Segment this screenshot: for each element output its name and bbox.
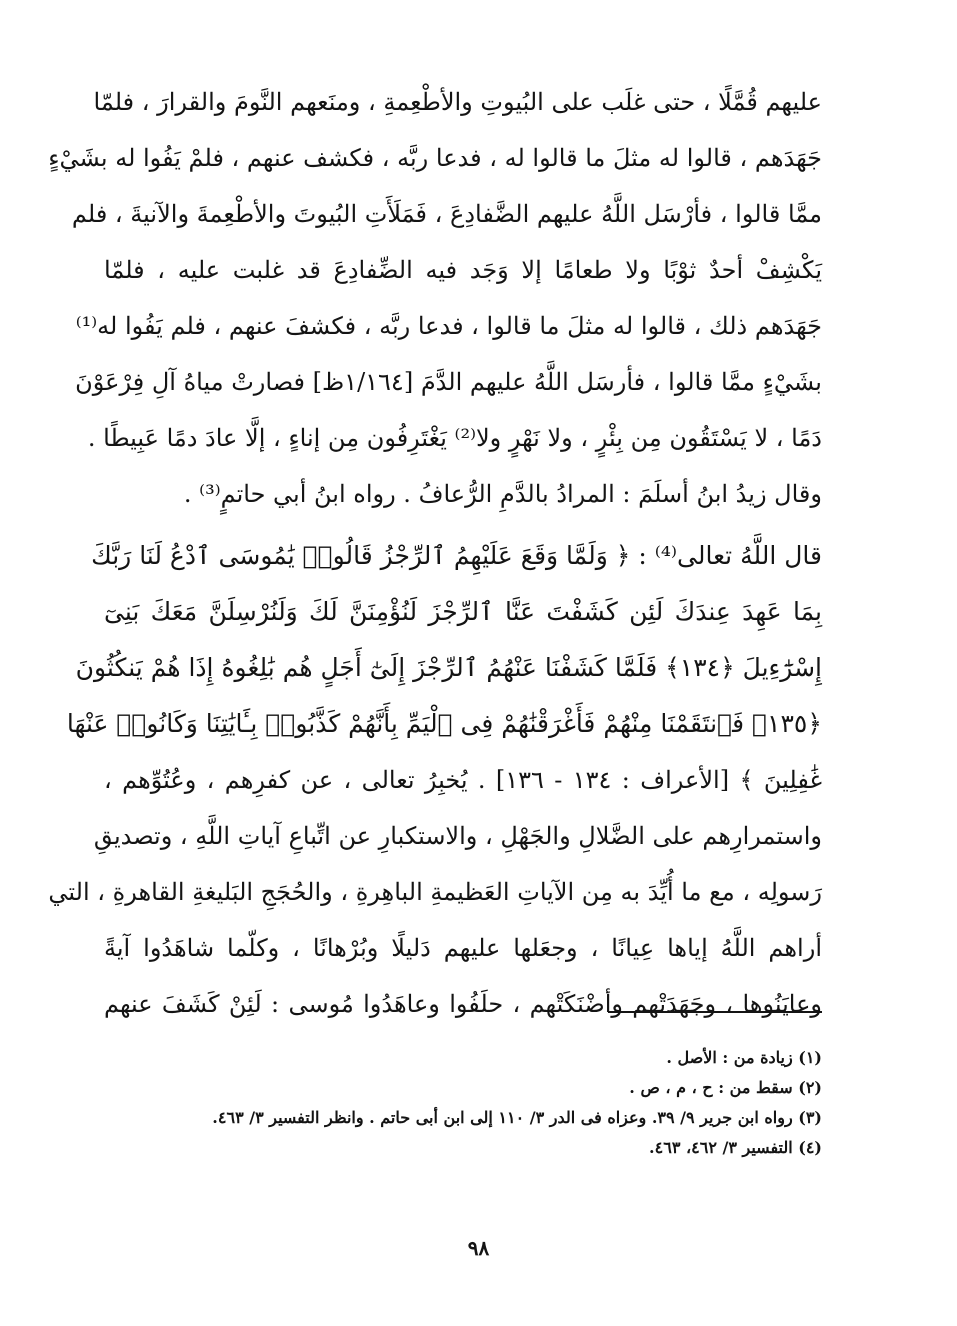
footnote-4: (٤) التفسير ٣/ ٤٦٢، ٤٦٣. [649, 1138, 822, 1157]
quran-line: ﴿١٣٥﴾ فَٱنتَقَمْنَا مِنْهُمْ فَأَغْرَقْنَٰهُمْ فِى ٱلْيَمِّ بِأَنَّهُمْ كَذَّبُوا۟ بِـَٔايَٰتِنَا وَكَانُوا۟ عَنْهَا [66, 709, 822, 738]
page-number: ٩٨ [467, 1236, 490, 1260]
text-line: جَهَدَهم ، قالوا له مثلَ ما قالوا له ، فدعا ربَّه ، فكشف عنهم ، فلمْ يَفُوا له بشَيْءٍ [48, 144, 822, 172]
footnote-1: (١) زيادة من : الأصل . [666, 1048, 822, 1067]
quran-line: قال اللَّهُ تعالى⁽⁴⁾ : ﴿ وَلَمَّا وَقَعَ عَلَيْهِمُ ٱلرِّجْزُ قَالُوا۟ يَٰمُوسَى ٱدْعُ لَنَا رَبَّكَ [91, 541, 822, 570]
text-line: واستمرارِهم على الضَّلالِ والجَهْلِ ، والاستكبارِ عن اتِّباعِ آياتِ اللَّهِ ، وتصديقِ [93, 822, 822, 850]
footnote-3: (٣) رواه ابن جرير ٩/ ٣٩. وعزاه فى الدر ٣/ ١١٠ إلى ابن أبى حاتم . وانظر التفسير ٣/ ٤٦٣. [212, 1108, 822, 1127]
text-line: أراهم اللَّهُ إياها عِيانًا ، وجعَلها عليهم دَليلًا وبُرْهانًا ، وكلّما شاهَدُوا آيةً [104, 934, 822, 962]
footnotes [104, 1043, 822, 1163]
main-text-block [48, 74, 823, 1032]
text-line: جَهَدَهم ذلك ، قالوا له مثلَ ما قالوا ، فدعا ربَّه ، فكشفَ عنهم ، فلم يَفُوا له⁽¹⁾ [75, 312, 822, 340]
text-line: يَكْشِفْ أحدٌ ثوْبًا ولا طعامًا إلا وَجَد فيه الضِّفادِعَ قد غلبت عليه ، فلمّا [104, 256, 822, 284]
text-line: عليهم قُمَّلًا ، حتى غلَب على البُيوتِ والأطْعِمةِ ، ومنَعهم النَّومَ والقرارَ ، فلمّا [93, 88, 822, 116]
text-line: بشَيْءٍ ممَّا قالوا ، فأرسَل اللَّهُ عليهم الدَّمَ [١/١٦٤ظ] فصارتْ مياهُ آلِ فِرْعَوْنَ [75, 368, 822, 396]
quran-line: إِسْرَٰٓءِيلَ ﴿١٣٤﴾ فَلَمَّا كَشَفْنَا عَنْهُمُ ٱلرِّجْزَ إِلَىٰٓ أَجَلٍ هُم بَٰلِغُوهُ إِذَا هُمْ يَنكُثُونَ [75, 653, 822, 682]
text-line: ممَّا قالوا ، فأرْسَل اللَّهُ عليهم الضَّفادِعَ ، فَمَلَأَتِ البُيوتَ والأطْعِمةَ والآنيةَ ، فلم [71, 200, 822, 228]
footnote-2: (٢) سقط من : ح ، م ، ص . [629, 1078, 822, 1097]
footnote-divider [608, 1011, 822, 1013]
text-line: غَٰفِلِينَ ﴾ [الأعراف : ١٣٤ - ١٣٦] . يُخبِرُ تعالى ، عن كفرِهم ، وعُتُوِّهم ، [104, 766, 823, 794]
text-line: وعايَنُوها ، وجَهَدَتْهم وأضْنَكَتْهم ، حلَفُوا وعاهَدُوا مُوسى : لَئِنْ كَشَفَ عنهم [104, 990, 822, 1018]
quran-line: بِمَا عَهِدَ عِندَكَ لَئِن كَشَفْتَ عَنَّا ٱلرِّجْزَ لَنُؤْمِنَنَّ لَكَ وَلَنُرْسِلَنَّ مَعَكَ بَنِىٓ [104, 597, 822, 626]
text-line: دَمًا ، لا يَسْتَقُون مِن بِئْرٍ ، ولا نَهْرٍ ولا⁽²⁾ يَغْتَرِفُون مِن إناءٍ ، إلَّا عادَ دمًا عَبِيطًا . [87, 424, 822, 452]
text-line: وقال زيدُ ابنُ أسلَمَ : المرادُ بالدَّمِ الرُّعافُ . رواه ابنُ أبي حاتمٍ⁽³⁾ . [183, 480, 822, 508]
text-line: رَسولِه ، مع ما أُيِّدَ به مِن الآياتِ العَظيمةِ الباهِرةِ ، والحُجَجِ البَليغةِ القاهرةِ ، التي [48, 878, 822, 906]
